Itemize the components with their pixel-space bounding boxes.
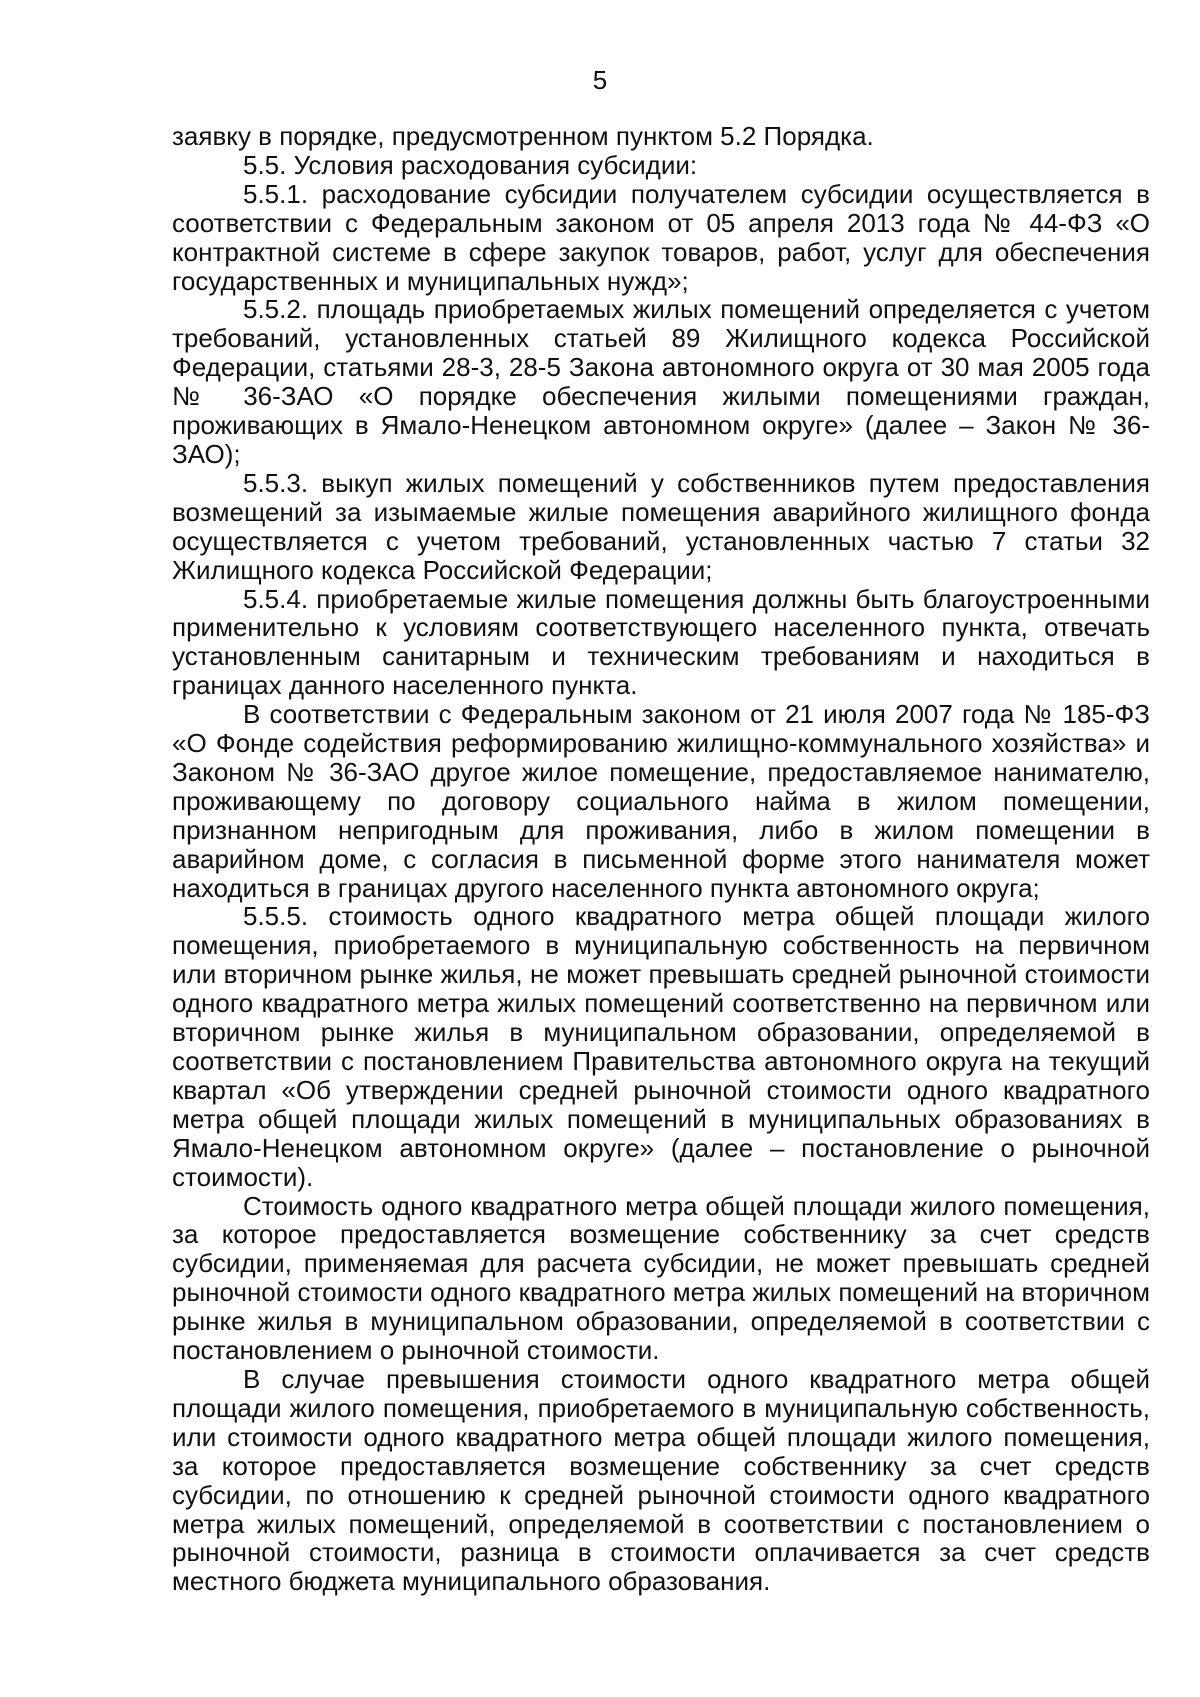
- document-body: [172, 122, 1150, 1596]
- page-number: 5: [592, 65, 608, 95]
- paragraph-continuation: заявку в порядке, предусмотренном пунктом 5.2 Порядка.: [172, 121, 874, 151]
- paragraph-5-5-2: 5.5.2. площадь приобретаемых жилых помещений определяется с учетом требований, установленных статьей 89 Жилищного кодекса Российской Федерации, статьями 28-3, 28-5 Закона автономного округа от 30 мая 2005 года № 36-ЗАО «О порядке обеспечения жилыми помещениями граждан, проживающих в Ямало-Ненецком автономном округе» (далее – Закон № 36-ЗАО);: [172, 294, 1150, 469]
- paragraph-compensation-cost: Стоимость одного квадратного метра общей площади жилого помещения, за которое предоставляется возмещение собственнику за счет средств субсидии, применяемая для расчета субсидии, не может превышать средней рыночной стоимости одного квадратного метра жилых помещений на вторичном рынке жилья в муниципальном образовании, определяемой в соответствии с постановлением о рыночной стоимости.: [172, 1190, 1150, 1366]
- paragraph-5-5-1: 5.5.1. расходование субсидии получателем субсидии осуществляется в соответствии с Федеральным законом от 05 апреля 2013 года № 44-ФЗ «О контрактной системе в сфере закупок товаров, работ, услуг для обеспечения государственных и муниципальных нужд»;: [172, 178, 1150, 296]
- paragraph-5-5-4: 5.5.4. приобретаемые жилые помещения должны быть благоустроенными применительно к условиям соответствующего населенного пункта, отвечать установленным санитарным и техническим требованиям и находиться в границах данного населенного пункта.: [172, 583, 1150, 701]
- paragraph-5-5-5: 5.5.5. стоимость одного квадратного метра общей площади жилого помещения, приобретаемого в муниципальную собственность на первичном или вторичном рынке жилья, не может превышать средней рыночной стоимости одного квадратного метра жилых помещений соответственно на первичном или вторичном рынке жилья в муниципальном образовании, определяемой в соответствии с постановлением Правительства автономного округа на текущий квартал «Об утверждении средней рыночной стоимости одного квадратного метра общей площади жилых помещений в муниципальных образованиях в Ямало-Ненецком автономном округе» (далее – постановление о рыночной стоимости).: [172, 901, 1150, 1192]
- paragraph-185-fz: В соответствии с Федеральным законом от 21 июля 2007 года № 185-ФЗ «О Фонде содействия реформированию жилищно-коммунального хозяйства» и Законом № 36-ЗАО другое жилое помещение, предоставляемое нанимателю, проживающему по договору социального найма в жилом помещении, признанном непригодным для проживания, либо в жилом помещении в аварийном доме, с согласия в письменной форме этого нанимателя может находиться в границах другого населенного пункта автономного округа;: [172, 699, 1150, 903]
- paragraph-5-5-heading: 5.5. Условия расходования субсидии:: [243, 149, 698, 180]
- paragraph-cost-excess: В случае превышения стоимости одного квадратного метра общей площади жилого помещения, приобретаемого в муниципальную собственность, или стоимости одного квадратного метра общей площади жилого помещения, за которое предоставляется возмещение собственнику за счет средств субсидии, по отношению к средней рыночной стоимости одного квадратного метра жилых помещений, определяемой в соответствии с постановлением о рыночной стоимости, разница в стоимости оплачивается за счет средств местного бюджета муниципального образования.: [172, 1363, 1150, 1597]
- paragraph-5-5-3: 5.5.3. выкуп жилых помещений у собственников путем предоставления возмещений за изымаемые жилые помещения аварийного жилищного фонда осуществляется с учетом требований, установленных частью 7 статьи 32 Жилищного кодекса Российской Федерации;: [172, 467, 1150, 585]
